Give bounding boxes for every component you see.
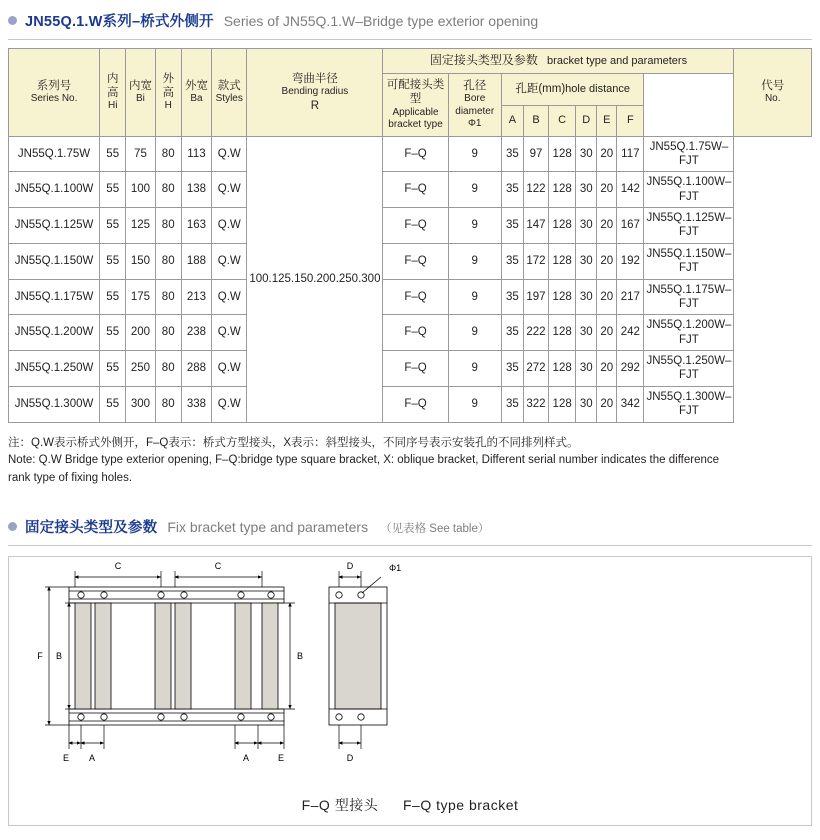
cell-h: 80 <box>155 208 181 244</box>
th-col-b: B <box>523 105 548 136</box>
cell-hi: 55 <box>100 172 126 208</box>
cell-ba: 288 <box>181 351 211 387</box>
cell-bore: 9 <box>448 351 501 387</box>
cell-e: 20 <box>597 386 617 422</box>
cell-e: 20 <box>597 172 617 208</box>
cell-bracket: F–Q <box>383 351 448 387</box>
cell-series: JN55Q.1.100W <box>9 172 100 208</box>
cell-f: 292 <box>617 351 644 387</box>
th-code <box>734 49 812 137</box>
cell-bi: 100 <box>126 172 155 208</box>
dim-label-a-left: A <box>88 752 96 763</box>
cell-b: 222 <box>523 315 548 351</box>
cell-d: 30 <box>576 315 597 351</box>
th-col-a: A <box>501 105 523 136</box>
cell-bi: 200 <box>126 315 155 351</box>
th-h <box>155 49 181 137</box>
th-col-f: F <box>617 105 644 136</box>
note-cn: 注：Q.W表示桥式外侧开，F–Q表示：桥式方型接头，X表示：斜型接头，不同序号表示安装孔的不同排列样式。 <box>8 436 579 449</box>
cell-bi: 150 <box>126 243 155 279</box>
th-bending-radius <box>247 49 383 137</box>
th-bracket-group-cn: 固定接头类型及参数 <box>429 53 538 67</box>
dim-label-phi: Φ1 <box>389 562 402 573</box>
th-bending-r: R <box>310 99 320 112</box>
cell-hi: 55 <box>100 136 126 172</box>
cell-hi: 55 <box>100 351 126 387</box>
cell-h: 80 <box>155 279 181 315</box>
section2-title-en: Fix bracket type and parameters <box>167 518 369 535</box>
cell-h: 80 <box>155 315 181 351</box>
cell-series: JN55Q.1.125W <box>9 208 100 244</box>
cell-bi: 75 <box>126 136 155 172</box>
cell-d: 30 <box>576 279 597 315</box>
th-styles-cn: 款式 <box>217 79 241 92</box>
th-hi-cn: 内高 <box>106 72 119 99</box>
th-ba-cn: 外宽 <box>184 79 208 92</box>
cell-hi: 55 <box>100 243 126 279</box>
cell-hi: 55 <box>100 279 126 315</box>
cell-hi: 55 <box>100 386 126 422</box>
cell-styles: Q.W <box>212 172 247 208</box>
cell-h: 80 <box>155 351 181 387</box>
cell-styles: Q.W <box>212 315 247 351</box>
cell-bore: 9 <box>448 279 501 315</box>
cell-styles: Q.W <box>212 243 247 279</box>
table-row <box>9 208 812 244</box>
th-code-en: No. <box>764 93 781 105</box>
th-series-cn: 系列号 <box>36 79 72 92</box>
table-row <box>9 172 812 208</box>
cell-f: 142 <box>617 172 644 208</box>
cell-b: 147 <box>523 208 548 244</box>
cell-h: 80 <box>155 172 181 208</box>
cell-d: 30 <box>576 386 597 422</box>
cell-bore: 9 <box>448 315 501 351</box>
cell-bracket: F–Q <box>383 386 448 422</box>
cell-f: 342 <box>617 386 644 422</box>
cell-a: 35 <box>501 279 523 315</box>
cell-code: JN55Q.1.200W–FJT <box>644 315 734 351</box>
cell-code: JN55Q.1.75W–FJT <box>644 136 734 172</box>
cell-h: 80 <box>155 386 181 422</box>
cell-a: 35 <box>501 351 523 387</box>
th-applicable-bracket <box>383 73 448 136</box>
cell-c: 128 <box>549 243 576 279</box>
cell-a: 35 <box>501 386 523 422</box>
cell-styles: Q.W <box>212 136 247 172</box>
bracket-drawing <box>8 556 812 826</box>
cell-c: 128 <box>549 279 576 315</box>
cell-series: JN55Q.1.200W <box>9 315 100 351</box>
cell-series: JN55Q.1.250W <box>9 351 100 387</box>
th-bracket-group <box>383 49 734 74</box>
cell-a: 35 <box>501 243 523 279</box>
cell-ba: 163 <box>181 208 211 244</box>
spec-table <box>8 48 812 423</box>
drawing-caption-en: F–Q type bracket <box>403 796 519 813</box>
cell-bore: 9 <box>448 243 501 279</box>
bullet-icon <box>8 522 17 531</box>
cell-bracket: F–Q <box>383 208 448 244</box>
cell-bore: 9 <box>448 208 501 244</box>
dim-label-f: F <box>37 650 43 661</box>
cell-h: 80 <box>155 243 181 279</box>
notes-block <box>8 435 812 488</box>
dim-label-e-left: E <box>62 752 70 763</box>
cell-series: JN55Q.1.150W <box>9 243 100 279</box>
cell-a: 35 <box>501 208 523 244</box>
cell-code: JN55Q.1.125W–FJT <box>644 208 734 244</box>
dim-label-b-left: B <box>55 650 63 661</box>
cell-bracket: F–Q <box>383 279 448 315</box>
th-hi-en: Hi <box>107 100 118 112</box>
th-col-d: D <box>576 105 597 136</box>
bracket-drawing-svg <box>9 557 813 797</box>
cell-c: 128 <box>549 386 576 422</box>
cell-hi: 55 <box>100 315 126 351</box>
section-heading-series <box>0 0 820 37</box>
cell-bi: 250 <box>126 351 155 387</box>
cell-e: 20 <box>597 351 617 387</box>
cell-a: 35 <box>501 136 523 172</box>
cell-series: JN55Q.1.300W <box>9 386 100 422</box>
cell-bi: 175 <box>126 279 155 315</box>
dim-label-e-right: E <box>277 752 285 763</box>
cell-e: 20 <box>597 208 617 244</box>
cell-bi: 125 <box>126 208 155 244</box>
cell-ba: 138 <box>181 172 211 208</box>
cell-b: 97 <box>523 136 548 172</box>
cell-code: JN55Q.1.100W–FJT <box>644 172 734 208</box>
cell-f: 117 <box>617 136 644 172</box>
table-row <box>9 351 812 387</box>
th-hole-cn: 孔距(mm) <box>515 82 566 95</box>
section-heading-bracket <box>0 506 820 543</box>
cell-series: JN55Q.1.175W <box>9 279 100 315</box>
dim-label-b-right: B <box>296 650 304 661</box>
dim-label-c-right: C <box>214 560 222 571</box>
cell-c: 128 <box>549 351 576 387</box>
cell-series: JN55Q.1.75W <box>9 136 100 172</box>
th-series <box>9 49 100 137</box>
section2-see-table: （见表格 See table） <box>380 522 490 535</box>
drawing-caption <box>9 795 811 815</box>
cell-styles: Q.W <box>212 386 247 422</box>
cell-e: 20 <box>597 243 617 279</box>
cell-styles: Q.W <box>212 208 247 244</box>
cell-bracket: F–Q <box>383 315 448 351</box>
cell-bore: 9 <box>448 172 501 208</box>
cell-ba: 338 <box>181 386 211 422</box>
section-title-en: Series of JN55Q.1.W–Bridge type exterior opening <box>223 13 539 29</box>
th-code-cn: 代号 <box>761 79 785 92</box>
cell-ba: 238 <box>181 315 211 351</box>
cell-b: 197 <box>523 279 548 315</box>
table-row <box>9 136 812 172</box>
cell-a: 35 <box>501 315 523 351</box>
cell-d: 30 <box>576 208 597 244</box>
cell-h: 80 <box>155 136 181 172</box>
cell-code: JN55Q.1.175W–FJT <box>644 279 734 315</box>
cell-bending-radius: 100.125.150.200.250.300 <box>247 136 383 422</box>
th-series-en: Series No. <box>30 93 78 105</box>
cell-bracket: F–Q <box>383 172 448 208</box>
cell-d: 30 <box>576 136 597 172</box>
note-en-line2: rank type of fixing holes. <box>8 472 133 485</box>
th-bracket-group-en: bracket type and parameters <box>547 55 688 67</box>
header-row-1 <box>9 49 812 74</box>
cell-styles: Q.W <box>212 279 247 315</box>
spec-table-body <box>9 136 812 422</box>
cell-d: 30 <box>576 351 597 387</box>
cell-c: 128 <box>549 315 576 351</box>
th-bending-cn: 弯曲半径 <box>291 72 338 85</box>
dim-label-d-top: D <box>346 560 354 571</box>
cell-code: JN55Q.1.150W–FJT <box>644 243 734 279</box>
th-bore-en: Bore diameter <box>455 93 495 117</box>
dim-label-a-right: A <box>242 752 250 763</box>
cell-c: 128 <box>549 172 576 208</box>
cell-f: 167 <box>617 208 644 244</box>
th-applicable-cn: 可配接头类型 <box>386 78 445 106</box>
cell-styles: Q.W <box>212 351 247 387</box>
th-hole-en: hole distance <box>565 82 630 95</box>
cell-bracket: F–Q <box>383 136 448 172</box>
cell-ba: 213 <box>181 279 211 315</box>
section2-title-cn: 固定接头类型及参数 <box>25 519 158 536</box>
cell-code: JN55Q.1.300W–FJT <box>644 386 734 422</box>
cell-f: 217 <box>617 279 644 315</box>
th-bending-en: Bending radius <box>281 86 349 97</box>
spec-table-head <box>9 49 812 137</box>
cell-bore: 9 <box>448 386 501 422</box>
bullet-icon <box>8 16 17 25</box>
cell-b: 322 <box>523 386 548 422</box>
cell-f: 242 <box>617 315 644 351</box>
cell-e: 20 <box>597 136 617 172</box>
th-styles-en: Styles <box>215 93 243 105</box>
th-col-e: E <box>597 105 617 136</box>
cell-d: 30 <box>576 243 597 279</box>
cell-ba: 188 <box>181 243 211 279</box>
th-bore-cn: 孔径 <box>463 79 487 92</box>
th-bi-en: Bi <box>136 93 145 105</box>
heading-divider-2 <box>8 545 812 546</box>
th-hi <box>100 49 126 137</box>
table-row <box>9 243 812 279</box>
note-en-line1: Note: Q.W Bridge type exterior opening, F–Q:bridge type square bracket, X: oblique bracket, Different serial number indicates the difference <box>8 454 720 467</box>
th-bi <box>126 49 155 137</box>
cell-b: 172 <box>523 243 548 279</box>
th-bi-cn: 内宽 <box>128 79 152 92</box>
th-applicable-en: Applicable bracket type <box>388 106 443 130</box>
cell-a: 35 <box>501 172 523 208</box>
table-row <box>9 279 812 315</box>
heading-divider <box>8 39 812 40</box>
th-col-c: C <box>549 105 576 136</box>
cell-code: JN55Q.1.250W–FJT <box>644 351 734 387</box>
cell-bracket: F–Q <box>383 243 448 279</box>
cell-bore: 9 <box>448 136 501 172</box>
cell-ba: 113 <box>181 136 211 172</box>
cell-c: 128 <box>549 136 576 172</box>
th-ba-en: Ba <box>190 93 203 105</box>
cell-b: 272 <box>523 351 548 387</box>
cell-b: 122 <box>523 172 548 208</box>
dim-label-d-bottom: D <box>346 752 354 763</box>
th-styles <box>212 49 247 137</box>
th-bore-diameter <box>448 73 501 136</box>
table-row <box>9 386 812 422</box>
table-row <box>9 315 812 351</box>
cell-e: 20 <box>597 279 617 315</box>
dim-label-c-left: C <box>114 560 122 571</box>
th-bore-symbol: Φ1 <box>467 118 482 130</box>
th-ba <box>181 49 211 137</box>
section-title-cn: JN55Q.1.W系列–桥式外侧开 <box>25 14 214 30</box>
cell-f: 192 <box>617 243 644 279</box>
cell-e: 20 <box>597 315 617 351</box>
cell-d: 30 <box>576 172 597 208</box>
drawing-caption-cn: F–Q 型接头 <box>301 796 379 813</box>
cell-c: 128 <box>549 208 576 244</box>
th-h-en: H <box>164 100 172 112</box>
cell-hi: 55 <box>100 208 126 244</box>
cell-bi: 300 <box>126 386 155 422</box>
th-hole-distance <box>501 73 644 105</box>
th-h-cn: 外高 <box>162 72 174 99</box>
